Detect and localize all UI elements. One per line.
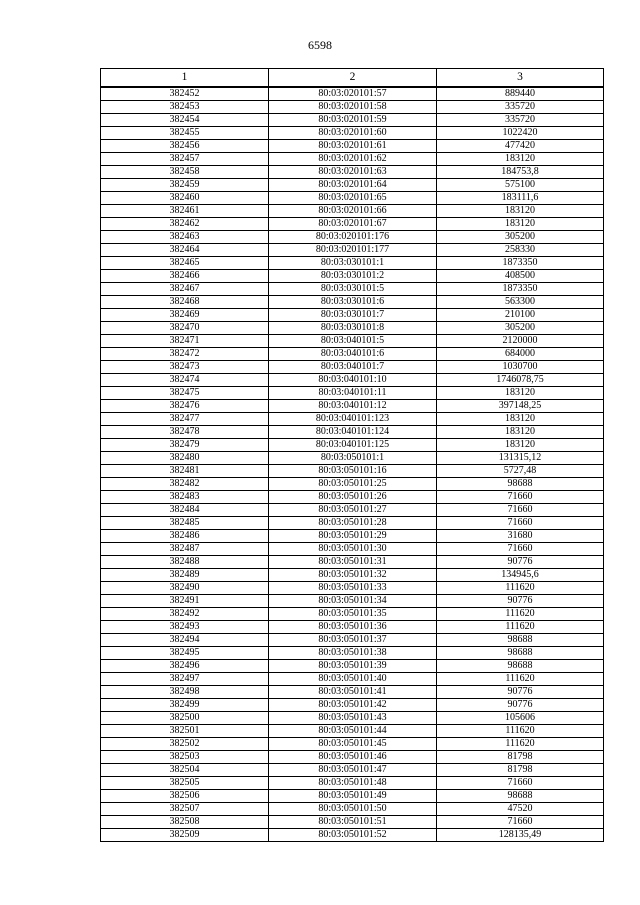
table-row <box>101 101 604 114</box>
table-row <box>101 87 604 101</box>
value-cell: 397148,25 <box>437 400 604 413</box>
row-number-cell: 382500 <box>101 712 269 725</box>
cadastral-number-cell: 80:03:030101:7 <box>269 309 437 322</box>
value-cell: 183120 <box>437 387 604 400</box>
row-number-cell: 382468 <box>101 296 269 309</box>
cadastral-number-cell: 80:03:020101:61 <box>269 140 437 153</box>
cadastral-number-cell: 80:03:050101:30 <box>269 543 437 556</box>
value-cell: 1746078,75 <box>437 374 604 387</box>
row-number-cell: 382502 <box>101 738 269 751</box>
value-cell: 98688 <box>437 790 604 803</box>
cadastral-number-cell: 80:03:050101:39 <box>269 660 437 673</box>
cadastral-number-cell: 80:03:050101:38 <box>269 647 437 660</box>
table-row <box>101 530 604 543</box>
table-row <box>101 166 604 179</box>
row-number-cell: 382490 <box>101 582 269 595</box>
value-cell: 111620 <box>437 738 604 751</box>
cadastral-number-cell: 80:03:050101:46 <box>269 751 437 764</box>
row-number-cell: 382506 <box>101 790 269 803</box>
cadastral-number-cell: 80:03:050101:32 <box>269 569 437 582</box>
row-number-cell: 382499 <box>101 699 269 712</box>
row-number-cell: 382475 <box>101 387 269 400</box>
table-row <box>101 725 604 738</box>
table-row <box>101 777 604 790</box>
cadastral-number-cell: 80:03:050101:34 <box>269 595 437 608</box>
value-cell: 1873350 <box>437 283 604 296</box>
cadastral-number-cell: 80:03:050101:28 <box>269 517 437 530</box>
value-cell: 258330 <box>437 244 604 257</box>
cadastral-number-cell: 80:03:040101:5 <box>269 335 437 348</box>
row-number-cell: 382458 <box>101 166 269 179</box>
cadastral-number-cell: 80:03:050101:1 <box>269 452 437 465</box>
table-row <box>101 491 604 504</box>
value-cell: 71660 <box>437 517 604 530</box>
value-cell: 31680 <box>437 530 604 543</box>
row-number-cell: 382483 <box>101 491 269 504</box>
table-row <box>101 634 604 647</box>
value-cell: 889440 <box>437 87 604 101</box>
value-cell: 90776 <box>437 556 604 569</box>
row-number-cell: 382498 <box>101 686 269 699</box>
value-cell: 305200 <box>437 231 604 244</box>
cadastral-number-cell: 80:03:020101:65 <box>269 192 437 205</box>
row-number-cell: 382463 <box>101 231 269 244</box>
value-cell: 111620 <box>437 725 604 738</box>
row-number-cell: 382497 <box>101 673 269 686</box>
row-number-cell: 382454 <box>101 114 269 127</box>
table-row <box>101 283 604 296</box>
row-number-cell: 382489 <box>101 569 269 582</box>
value-cell: 71660 <box>437 491 604 504</box>
row-number-cell: 382459 <box>101 179 269 192</box>
column-header-1: 1 <box>101 69 269 88</box>
row-number-cell: 382467 <box>101 283 269 296</box>
row-number-cell: 382495 <box>101 647 269 660</box>
table-row <box>101 465 604 478</box>
cadastral-number-cell: 80:03:020101:176 <box>269 231 437 244</box>
row-number-cell: 382482 <box>101 478 269 491</box>
table-row <box>101 647 604 660</box>
row-number-cell: 382491 <box>101 595 269 608</box>
value-cell: 98688 <box>437 634 604 647</box>
table-row <box>101 114 604 127</box>
row-number-cell: 382453 <box>101 101 269 114</box>
value-cell: 105606 <box>437 712 604 725</box>
row-number-cell: 382480 <box>101 452 269 465</box>
row-number-cell: 382507 <box>101 803 269 816</box>
row-number-cell: 382472 <box>101 348 269 361</box>
row-number-cell: 382487 <box>101 543 269 556</box>
value-cell: 335720 <box>437 114 604 127</box>
value-cell: 71660 <box>437 816 604 829</box>
table-row <box>101 296 604 309</box>
row-number-cell: 382508 <box>101 816 269 829</box>
cadastral-number-cell: 80:03:020101:177 <box>269 244 437 257</box>
column-header-2: 2 <box>269 69 437 88</box>
cadastral-number-cell: 80:03:020101:60 <box>269 127 437 140</box>
table-row <box>101 179 604 192</box>
cadastral-number-cell: 80:03:050101:40 <box>269 673 437 686</box>
row-number-cell: 382479 <box>101 439 269 452</box>
table-row <box>101 140 604 153</box>
value-cell: 408500 <box>437 270 604 283</box>
value-cell: 684000 <box>437 348 604 361</box>
cadastral-number-cell: 80:03:040101:123 <box>269 413 437 426</box>
cadastral-number-cell: 80:03:030101:5 <box>269 283 437 296</box>
row-number-cell: 382477 <box>101 413 269 426</box>
row-number-cell: 382452 <box>101 87 269 101</box>
value-cell: 111620 <box>437 608 604 621</box>
value-cell: 563300 <box>437 296 604 309</box>
row-number-cell: 382466 <box>101 270 269 283</box>
cadastral-number-cell: 80:03:020101:58 <box>269 101 437 114</box>
row-number-cell: 382494 <box>101 634 269 647</box>
row-number-cell: 382488 <box>101 556 269 569</box>
cadastral-number-cell: 80:03:020101:63 <box>269 166 437 179</box>
table-row <box>101 127 604 140</box>
table-row <box>101 673 604 686</box>
row-number-cell: 382457 <box>101 153 269 166</box>
value-cell: 1030700 <box>437 361 604 374</box>
table-row <box>101 218 604 231</box>
row-number-cell: 382478 <box>101 426 269 439</box>
value-cell: 81798 <box>437 764 604 777</box>
cadastral-number-cell: 80:03:020101:64 <box>269 179 437 192</box>
cadastral-number-cell: 80:03:020101:67 <box>269 218 437 231</box>
value-cell: 183120 <box>437 153 604 166</box>
value-cell: 1022420 <box>437 127 604 140</box>
cadastral-number-cell: 80:03:050101:51 <box>269 816 437 829</box>
cadastral-number-cell: 80:03:050101:48 <box>269 777 437 790</box>
table-row <box>101 270 604 283</box>
table-row <box>101 413 604 426</box>
value-cell: 305200 <box>437 322 604 335</box>
table-row <box>101 387 604 400</box>
table-row <box>101 686 604 699</box>
table-row <box>101 192 604 205</box>
table-row <box>101 309 604 322</box>
table-row <box>101 361 604 374</box>
cadastral-number-cell: 80:03:040101:10 <box>269 374 437 387</box>
cadastral-number-cell: 80:03:050101:44 <box>269 725 437 738</box>
row-number-cell: 382505 <box>101 777 269 790</box>
table-row <box>101 738 604 751</box>
row-number-cell: 382465 <box>101 257 269 270</box>
value-cell: 71660 <box>437 504 604 517</box>
cadastral-number-cell: 80:03:020101:66 <box>269 205 437 218</box>
table-row <box>101 608 604 621</box>
cadastral-number-cell: 80:03:050101:29 <box>269 530 437 543</box>
cadastral-number-cell: 80:03:040101:7 <box>269 361 437 374</box>
table-row <box>101 257 604 270</box>
cadastral-number-cell: 80:03:050101:27 <box>269 504 437 517</box>
registry-table <box>100 68 604 842</box>
cadastral-number-cell: 80:03:050101:33 <box>269 582 437 595</box>
cadastral-number-cell: 80:03:040101:6 <box>269 348 437 361</box>
header-row <box>101 69 604 88</box>
table-row <box>101 400 604 413</box>
value-cell: 183120 <box>437 205 604 218</box>
value-cell: 90776 <box>437 595 604 608</box>
value-cell: 134945,6 <box>437 569 604 582</box>
cadastral-number-cell: 80:03:050101:31 <box>269 556 437 569</box>
value-cell: 210100 <box>437 309 604 322</box>
value-cell: 98688 <box>437 478 604 491</box>
table-row <box>101 439 604 452</box>
table-row <box>101 322 604 335</box>
value-cell: 183111,6 <box>437 192 604 205</box>
cadastral-number-cell: 80:03:050101:35 <box>269 608 437 621</box>
value-cell: 90776 <box>437 699 604 712</box>
table-row <box>101 829 604 842</box>
row-number-cell: 382496 <box>101 660 269 673</box>
cadastral-number-cell: 80:03:030101:2 <box>269 270 437 283</box>
value-cell: 128135,49 <box>437 829 604 842</box>
cadastral-number-cell: 80:03:030101:1 <box>269 257 437 270</box>
value-cell: 2120000 <box>437 335 604 348</box>
table-row <box>101 231 604 244</box>
value-cell: 575100 <box>437 179 604 192</box>
row-number-cell: 382461 <box>101 205 269 218</box>
value-cell: 5727,48 <box>437 465 604 478</box>
row-number-cell: 382501 <box>101 725 269 738</box>
row-number-cell: 382470 <box>101 322 269 335</box>
cadastral-number-cell: 80:03:020101:62 <box>269 153 437 166</box>
cadastral-number-cell: 80:03:040101:11 <box>269 387 437 400</box>
cadastral-number-cell: 80:03:050101:36 <box>269 621 437 634</box>
row-number-cell: 382493 <box>101 621 269 634</box>
table-row <box>101 582 604 595</box>
value-cell: 131315,12 <box>437 452 604 465</box>
value-cell: 183120 <box>437 426 604 439</box>
table-row <box>101 712 604 725</box>
table-row <box>101 478 604 491</box>
value-cell: 1873350 <box>437 257 604 270</box>
value-cell: 71660 <box>437 543 604 556</box>
table-row <box>101 543 604 556</box>
table-row <box>101 764 604 777</box>
table-row <box>101 153 604 166</box>
cadastral-number-cell: 80:03:050101:49 <box>269 790 437 803</box>
cadastral-number-cell: 80:03:050101:43 <box>269 712 437 725</box>
cadastral-number-cell: 80:03:030101:8 <box>269 322 437 335</box>
column-header-3: 3 <box>437 69 604 88</box>
table-row <box>101 790 604 803</box>
table-body <box>101 87 604 842</box>
row-number-cell: 382486 <box>101 530 269 543</box>
row-number-cell: 382469 <box>101 309 269 322</box>
table-row <box>101 426 604 439</box>
value-cell: 81798 <box>437 751 604 764</box>
row-number-cell: 382474 <box>101 374 269 387</box>
cadastral-number-cell: 80:03:050101:42 <box>269 699 437 712</box>
cadastral-number-cell: 80:03:020101:59 <box>269 114 437 127</box>
table-row <box>101 660 604 673</box>
table-row <box>101 569 604 582</box>
value-cell: 477420 <box>437 140 604 153</box>
cadastral-number-cell: 80:03:050101:50 <box>269 803 437 816</box>
value-cell: 90776 <box>437 686 604 699</box>
cadastral-number-cell: 80:03:050101:16 <box>269 465 437 478</box>
row-number-cell: 382503 <box>101 751 269 764</box>
table-row <box>101 751 604 764</box>
table-row <box>101 556 604 569</box>
row-number-cell: 382464 <box>101 244 269 257</box>
cadastral-number-cell: 80:03:040101:12 <box>269 400 437 413</box>
row-number-cell: 382455 <box>101 127 269 140</box>
row-number-cell: 382460 <box>101 192 269 205</box>
table-row <box>101 816 604 829</box>
value-cell: 98688 <box>437 647 604 660</box>
cadastral-number-cell: 80:03:050101:47 <box>269 764 437 777</box>
row-number-cell: 382476 <box>101 400 269 413</box>
table-row <box>101 205 604 218</box>
table-row <box>101 621 604 634</box>
value-cell: 335720 <box>437 101 604 114</box>
row-number-cell: 382481 <box>101 465 269 478</box>
cadastral-number-cell: 80:03:030101:6 <box>269 296 437 309</box>
table-row <box>101 803 604 816</box>
cadastral-number-cell: 80:03:050101:52 <box>269 829 437 842</box>
value-cell: 111620 <box>437 621 604 634</box>
table-row <box>101 504 604 517</box>
table-row <box>101 348 604 361</box>
row-number-cell: 382504 <box>101 764 269 777</box>
value-cell: 71660 <box>437 777 604 790</box>
page-number: 6598 <box>308 38 332 52</box>
table-row <box>101 452 604 465</box>
row-number-cell: 382485 <box>101 517 269 530</box>
cadastral-number-cell: 80:03:040101:124 <box>269 426 437 439</box>
cadastral-number-cell: 80:03:050101:41 <box>269 686 437 699</box>
cadastral-number-cell: 80:03:050101:45 <box>269 738 437 751</box>
value-cell: 111620 <box>437 673 604 686</box>
value-cell: 47520 <box>437 803 604 816</box>
row-number-cell: 382471 <box>101 335 269 348</box>
value-cell: 183120 <box>437 413 604 426</box>
row-number-cell: 382492 <box>101 608 269 621</box>
cadastral-number-cell: 80:03:050101:25 <box>269 478 437 491</box>
cadastral-number-cell: 80:03:020101:57 <box>269 87 437 101</box>
row-number-cell: 382473 <box>101 361 269 374</box>
table-row <box>101 699 604 712</box>
table-row <box>101 335 604 348</box>
row-number-cell: 382509 <box>101 829 269 842</box>
value-cell: 183120 <box>437 218 604 231</box>
row-number-cell: 382484 <box>101 504 269 517</box>
cadastral-number-cell: 80:03:050101:37 <box>269 634 437 647</box>
cadastral-number-cell: 80:03:040101:125 <box>269 439 437 452</box>
table-row <box>101 595 604 608</box>
row-number-cell: 382462 <box>101 218 269 231</box>
value-cell: 183120 <box>437 439 604 452</box>
value-cell: 98688 <box>437 660 604 673</box>
table-row <box>101 374 604 387</box>
value-cell: 111620 <box>437 582 604 595</box>
value-cell: 184753,8 <box>437 166 604 179</box>
table-row <box>101 244 604 257</box>
table-header <box>101 69 604 88</box>
table-row <box>101 517 604 530</box>
row-number-cell: 382456 <box>101 140 269 153</box>
cadastral-number-cell: 80:03:050101:26 <box>269 491 437 504</box>
